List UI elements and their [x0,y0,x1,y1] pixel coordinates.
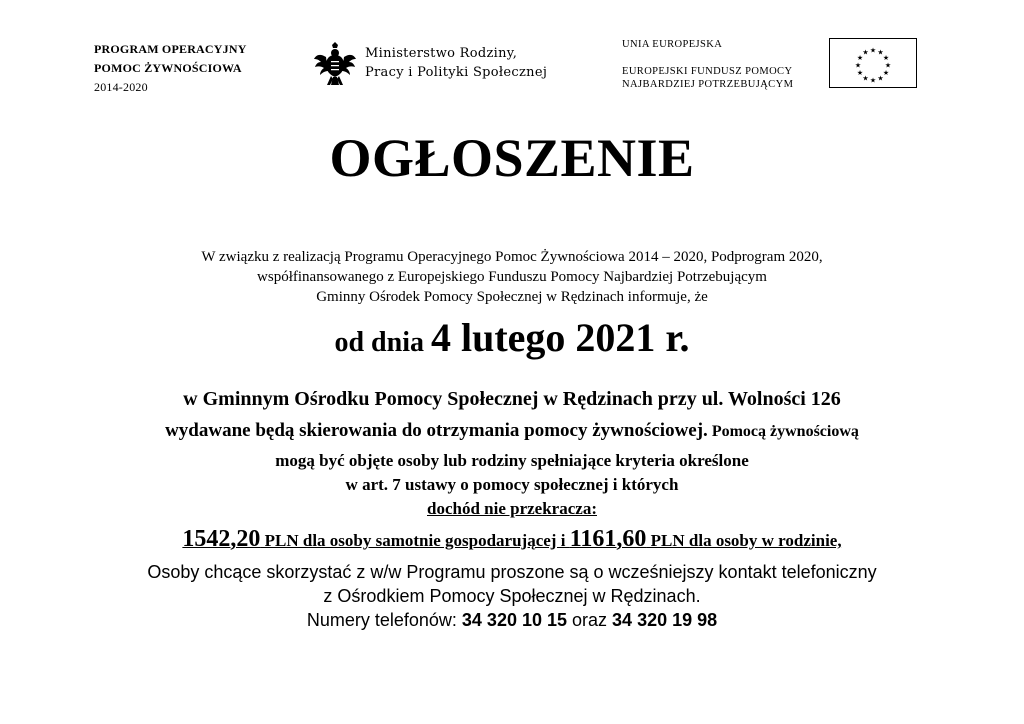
svg-text:★: ★ [856,54,864,62]
program-line-2: POMOC ŻYWNOŚCIOWA [94,61,242,75]
body-line-2-bold: wydawane będą skierowania do otrzymania pomocy żywnościowej. [165,420,708,441]
body-line-5: dochód nie przekracza: [427,499,597,518]
program-logo-text [94,40,247,97]
page-title: OGŁOSZENIE [329,128,695,188]
program-years: 2014-2020 [94,80,148,94]
body-line-2 [0,418,1024,445]
program-line-1: PROGRAM OPERACYJNY [94,42,247,56]
eu-flag-icon [829,38,917,88]
phones-label: Numery telefonów: [306,610,462,630]
svg-text:★: ★ [869,46,877,55]
svg-text:★: ★ [862,48,869,57]
date-line [0,310,1024,375]
phone-line [0,608,1024,632]
svg-text:★: ★ [882,54,890,62]
body-line-3: mogą być objęte osoby lub rodziny spełniające kryteria określone [275,451,749,470]
svg-text:★: ★ [884,61,892,70]
svg-text:★: ★ [877,48,884,57]
family-text: PLN dla osoby w rodzinie, [646,531,842,550]
intro-line-2: współfinansowanego z Europejskiego Funduszu Pomocy Najbardziej Potrzebującym [257,269,767,285]
body-line-2-small: Pomocą żywnościową [707,423,859,440]
phones-conj: oraz [567,610,613,630]
svg-text:★: ★ [882,69,890,77]
svg-text:★: ★ [854,61,862,70]
single-amount: 1542,20 [182,526,261,552]
date-prefix: od dnia [334,327,431,358]
ministry-line-1: Ministerstwo Rodziny, [365,46,518,61]
phone-number-2: 34 320 19 98 [612,610,718,630]
contact-line-2: z Ośrodkiem Pomocy Społecznej w Rędzinach. [323,586,701,606]
eu-line-1: UNIA EUROPEJSKA [622,39,723,50]
single-text: PLN dla osoby samotnie gospodarującej i [260,531,570,550]
ministry-name [365,44,547,82]
svg-text:★: ★ [877,74,884,83]
ministry-line-2: Pracy i Polityki Społecznej [365,65,548,80]
intro-line-1: W związku z realizacją Programu Operacyjnego Pomoc Żywnościowa 2014 – 2020, Podprogram 2020, [201,249,823,265]
eu-text [622,38,793,91]
family-amount: 1161,60 [569,526,647,552]
polish-eagle-emblem-icon [312,41,358,87]
intro-line-3: Gminny Ośrodek Pomocy Społecznej w Rędzinach informuje, że [316,289,708,305]
body-line-4: w art. 7 ustawy o pomocy społecznej i których [345,475,679,494]
eu-line-3: NAJBARDZIEJ POTRZEBUJĄCYM [622,79,794,90]
contact-line-1: Osoby chcące skorzystać z w/w Programu proszone są o wcześniejszy kontakt telefoniczny [147,562,877,582]
eu-line-2: EUROPEJSKI FUNDUSZ POMOCY [622,66,793,77]
body-line-1: w Gminnym Ośrodku Pomocy Społecznej w Rędzinach przy ul. Wolności 126 [183,388,841,410]
svg-text:★: ★ [862,74,869,83]
phone-number-1: 34 320 10 15 [461,610,568,630]
income-limits [0,522,1024,559]
svg-text:★: ★ [856,69,864,77]
svg-text:★: ★ [869,76,877,85]
date-main: 4 lutego 2021 r. [430,315,690,360]
